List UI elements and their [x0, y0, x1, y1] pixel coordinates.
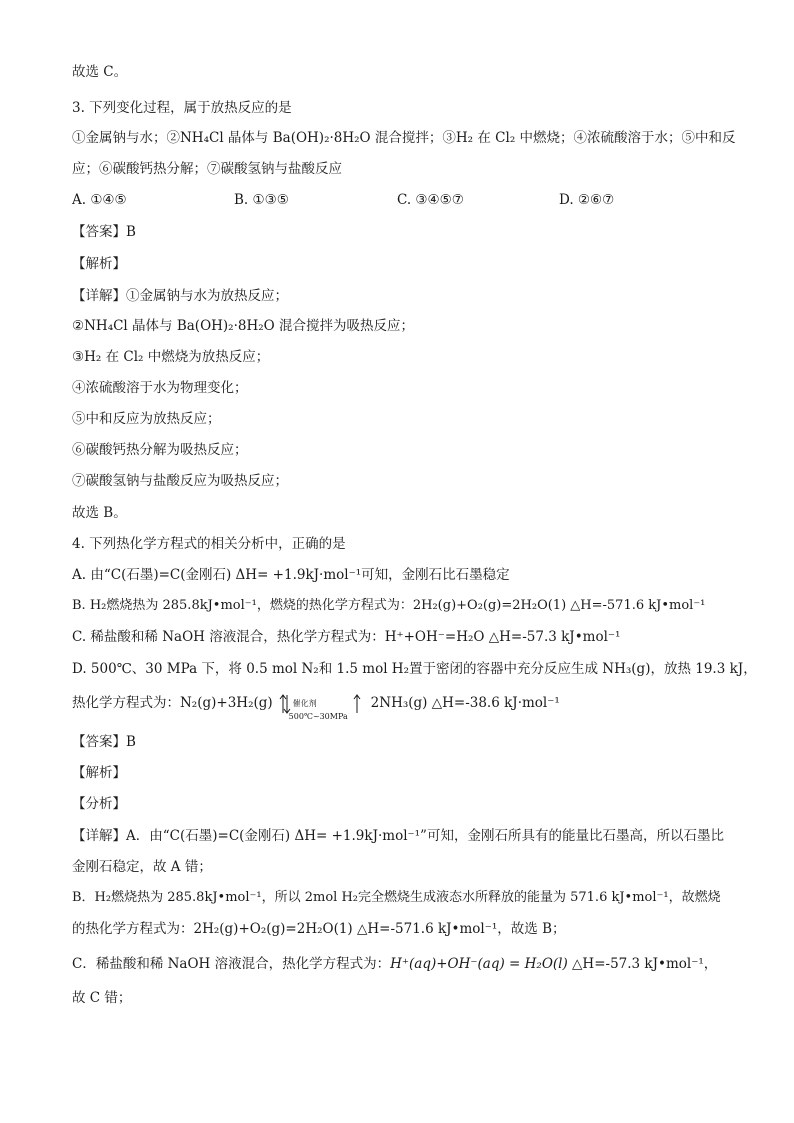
- question-4-answer: 【答案】B: [72, 734, 136, 750]
- question-4-analysis-sub-heading: 【分析】: [72, 796, 126, 812]
- catalyst-condition: 催化剂: [292, 698, 317, 708]
- question-4-stem: 4. 下列热化学方程式的相关分析中，正确的是: [72, 536, 346, 552]
- question-4-detail-b-line-2: 的热化学方程式为：2H₂(g)+O₂(g)=2H₂O(1) △H=-571.6 kJ•mol⁻¹，故选 B；: [72, 921, 566, 937]
- question-4-option-d: D. 500℃、30 MPa 下，将 0.5 mol N₂和 1.5 mol H₂置于密闭的容器中充分反应生成 NH₃(g)，放热 19.3 kJ，: [72, 661, 757, 677]
- question-3-conditions-line-1: ①金属钠与水；②NH₄Cl 晶体与 Ba(OH)₂·8H₂O 混合搅拌；③H₂ 在 Cl₂ 中燃烧；④浓硫酸溶于水；⑤中和反: [72, 130, 736, 146]
- question-3-answer: 【答案】B: [72, 224, 136, 240]
- question-4-detail-c-line-1: [72, 954, 734, 974]
- question-3-detail-3: ③H₂ 在 Cl₂ 中燃烧为放热反应；: [72, 349, 270, 365]
- question-3-detail-7: ⑦碳酸氢钠与盐酸反应为吸热反应；: [72, 473, 288, 489]
- temperature-pressure-condition: 500℃~30MPa: [288, 711, 348, 721]
- question-3-option-c: C. ③④⑤⑦: [397, 192, 464, 208]
- detail-c-text: C．稀盐酸和稀 NaOH 溶液混合，热化学方程式为：: [72, 956, 391, 972]
- question-3-conditions-line-2: 应；⑥碳酸钙热分解；⑦碳酸氢钠与盐酸反应: [72, 161, 342, 177]
- question-4-detail-c-line-2: 故 C 错；: [72, 990, 132, 1006]
- detail-c-ionic-equation: H⁺(aq)+OH⁻(aq) = H₂O(l): [390, 956, 568, 972]
- question-3-option-d: D. ②⑥⑦: [559, 192, 615, 208]
- question-4-detail-b-line-1: B．H₂燃烧热为 285.8kJ•mol⁻¹，所以 2mol H₂完全燃烧生成液态水所释放的能量为 571.6 kJ•mol⁻¹，故燃烧: [72, 890, 721, 905]
- question-3-detail-6: ⑥碳酸钙热分解为吸热反应；: [72, 442, 248, 458]
- question-3-conclusion: 故选 B。: [72, 505, 127, 521]
- question-3-analysis-heading: 【解析】: [72, 256, 126, 272]
- question-4-option-b: B. H₂燃烧热为 285.8kJ•mol⁻¹，燃烧的热化学方程式为：2H₂(g)+O₂(g)=2H₂O(1) △H=-571.6 kJ•mol⁻¹: [72, 598, 706, 613]
- question-3-detail-1: 【详解】①金属钠与水为放热反应；: [72, 288, 288, 304]
- question-3-option-b: B. ①③⑤: [234, 192, 289, 208]
- detail-c-enthalpy: △H=-57.3 kJ•mol⁻¹，: [572, 956, 718, 972]
- previous-conclusion: 故选 C。: [72, 64, 128, 80]
- question-4-detail-a-line-2: 金刚石稳定，故 A 错；: [72, 859, 212, 875]
- question-4-option-c: C. 稀盐酸和稀 NaOH 溶液混合，热化学方程式为：H⁺+OH⁻=H₂O △H=-57.3 kJ•mol⁻¹: [72, 629, 621, 645]
- question-3-detail-5: ⑤中和反应为放热反应；: [72, 411, 221, 427]
- question-4-option-d-equation: [72, 690, 734, 721]
- question-3-detail-4: ④浓硫酸溶于水为物理变化；: [72, 380, 248, 396]
- question-3-stem: 3. 下列变化过程，属于放热反应的是: [72, 100, 292, 116]
- equation-reactants: 热化学方程式为：N₂(g)+3H₂(g): [72, 695, 273, 711]
- question-4-analysis-heading: 【解析】: [72, 765, 126, 781]
- reversible-arrow-icon: [279, 691, 365, 721]
- question-3-option-a: A. ①④⑤: [72, 192, 127, 208]
- question-3-detail-2: ②NH₄Cl 晶体与 Ba(OH)₂·8H₂O 混合搅拌为吸热反应；: [72, 318, 415, 334]
- equation-products: 2NH₃(g) △H=-38.6 kJ·mol⁻¹: [370, 695, 560, 711]
- question-4-option-a: A. 由“C(石墨)=C(金刚石) ΔH= +1.9kJ·mol⁻¹可知，金刚石比石墨稳定: [72, 567, 510, 583]
- question-4-detail-a-line-1: 【详解】A．由“C(石墨)=C(金刚石) ΔH= +1.9kJ·mol⁻¹”可知，金刚石所具有的能量比石墨高，所以石墨比: [72, 828, 724, 844]
